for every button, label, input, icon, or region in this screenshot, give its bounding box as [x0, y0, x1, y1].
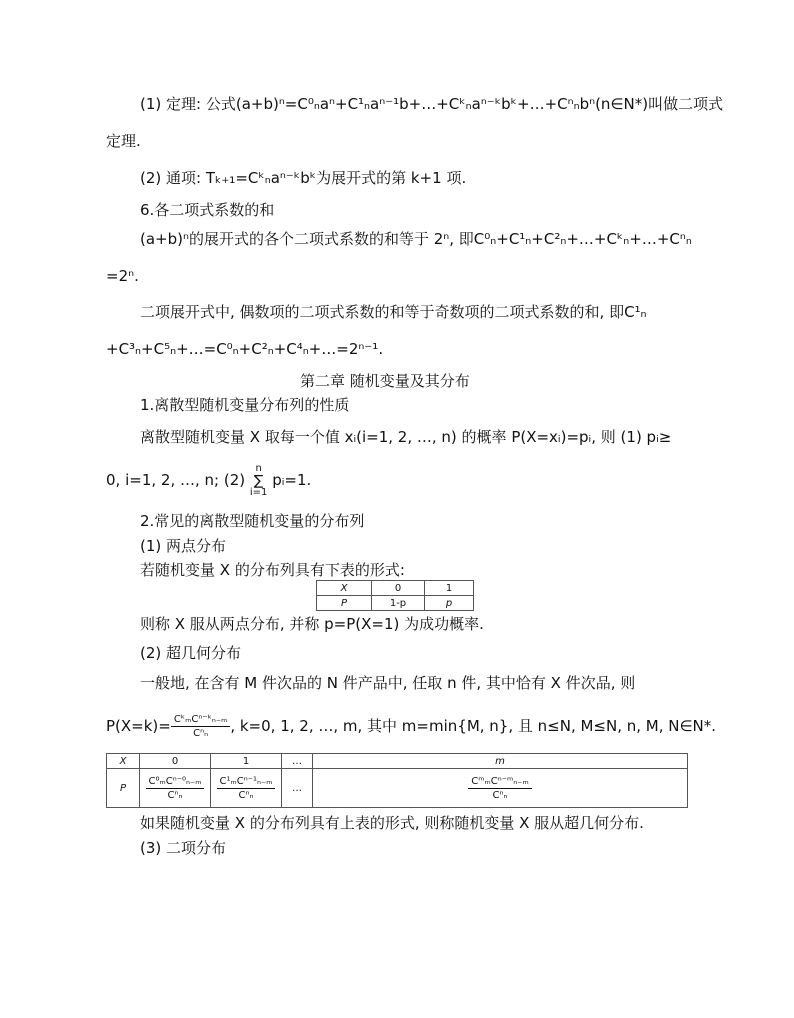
section-2-title: 2.常见的离散型随机变量的分布列: [140, 512, 365, 530]
table-cell: [313, 769, 688, 808]
section-6-title: 6.各二项式系数的和: [140, 201, 275, 219]
hypergeometric-conclusion: 如果随机变量 X 的分布列具有上表的形式, 则称随机变量 X 服从超几何分布.: [140, 814, 644, 832]
pmf-sum-equals-one: pᵢ=1.: [272, 471, 312, 489]
fraction-denominator: Cⁿₙ: [167, 789, 183, 801]
section-1-title: 1.离散型随机变量分布列的性质: [140, 396, 350, 414]
fraction-numerator: C⁰ₘCⁿ⁻⁰ₙ₋ₘ: [146, 775, 205, 789]
table-header-cell: 1: [211, 754, 282, 769]
fraction-numerator: C¹ₘCⁿ⁻¹ₙ₋ₘ: [217, 775, 276, 789]
table-row: [107, 769, 688, 808]
table-cell: [140, 769, 211, 808]
sigma-lower-limit: i=1: [249, 486, 268, 498]
hypergeometric-formula: [106, 706, 716, 746]
binomial-sum-line-1: (a+b)ⁿ的展开式的各个二项式系数的和等于 2ⁿ, 即C⁰ₙ+C¹ₙ+C²ₙ+…+Cᵏₙ+…+Cⁿₙ: [140, 230, 692, 248]
theorem-tail: 叫做二项式: [648, 95, 724, 113]
fraction-numerator: CᵏₘCⁿ⁻ᵏₙ₋ₘ: [171, 713, 230, 727]
table-row: [107, 754, 688, 769]
theorem-continuation: 定理.: [106, 132, 141, 150]
table-cell: 0: [372, 581, 425, 596]
theorem-line: [140, 94, 723, 114]
table-cell: X: [317, 581, 372, 596]
parity-line-1: 二项展开式中, 偶数项的二项式系数的和等于奇数项的二项式系数的和, 即C¹ₙ: [140, 303, 647, 321]
two-point-table: [316, 580, 474, 611]
table-cell: 1: [425, 581, 474, 596]
fraction-numerator: CᵐₘCⁿ⁻ᵐₙ₋ₘ: [468, 775, 531, 789]
two-point-title: (1) 两点分布: [140, 537, 227, 555]
pmf-property-condition: 0, i=1, 2, …, n; (2): [106, 471, 246, 489]
hypergeometric-title: (2) 超几何分布: [140, 644, 242, 662]
table-row: [317, 581, 474, 596]
theorem-formula: (a+b)ⁿ=C⁰ₙaⁿ+C¹ₙaⁿ⁻¹b+…+Cᵏₙaⁿ⁻ᵏbᵏ+…+Cⁿₙbⁿ(n∈N*): [235, 95, 649, 113]
table-header-cell: 0: [140, 754, 211, 769]
summation-symbol: [250, 464, 268, 498]
table-cell: P: [317, 596, 372, 611]
formula-lhs: P(X=k)=: [106, 717, 171, 735]
binomial-sum-line-2: =2ⁿ.: [106, 267, 139, 285]
table-cell: 1-p: [372, 596, 425, 611]
two-point-intro: 若随机变量 X 的分布列具有下表的形式:: [140, 561, 405, 579]
binomial-distribution-title: (3) 二项分布: [140, 839, 227, 857]
table-header-cell: X: [107, 754, 140, 769]
table-row: [317, 596, 474, 611]
pmf-property-line-2: [106, 462, 311, 498]
formula-conditions: , k=0, 1, 2, …, m, 其中 m=min{M, n}, 且 n≤N, M≤N, n, M, N∈N*.: [230, 717, 717, 735]
general-term-line: (2) 通项: Tₖ₊₁=Cᵏₙaⁿ⁻ᵏbᵏ为展开式的第 k+1 项.: [140, 169, 467, 187]
hypergeometric-fraction: [171, 713, 230, 740]
table-header-cell: m: [313, 754, 688, 769]
sigma-sign: ∑: [253, 472, 264, 489]
hypergeometric-intro: 一般地, 在含有 M 件次品的 N 件产品中, 任取 n 件, 其中恰有 X 件次品, 则: [140, 674, 636, 692]
theorem-label: (1) 定理: 公式: [140, 95, 236, 113]
fraction-denominator: Cⁿₙ: [193, 728, 209, 739]
table-cell: …: [282, 769, 313, 808]
fraction-denominator: Cⁿₙ: [238, 789, 254, 801]
sigma-upper-limit: n: [255, 462, 262, 474]
chapter-title: 第二章 随机变量及其分布: [300, 372, 470, 390]
hypergeometric-table: [106, 753, 688, 808]
table-cell: p: [425, 596, 474, 611]
fraction-denominator: Cⁿₙ: [492, 789, 508, 801]
table-cell: [211, 769, 282, 808]
two-point-conclusion: 则称 X 服从两点分布, 并称 p=P(X=1) 为成功概率.: [140, 615, 484, 633]
parity-line-2: +C³ₙ+C⁵ₙ+…=C⁰ₙ+C²ₙ+C⁴ₙ+…=2ⁿ⁻¹.: [106, 340, 384, 358]
table-header-cell: …: [282, 754, 313, 769]
pmf-property-line-1: 离散型随机变量 X 取每一个值 xᵢ(i=1, 2, …, n) 的概率 P(X=xᵢ)=pᵢ, 则 (1) pᵢ≥: [140, 428, 672, 446]
table-cell: P: [107, 769, 140, 808]
